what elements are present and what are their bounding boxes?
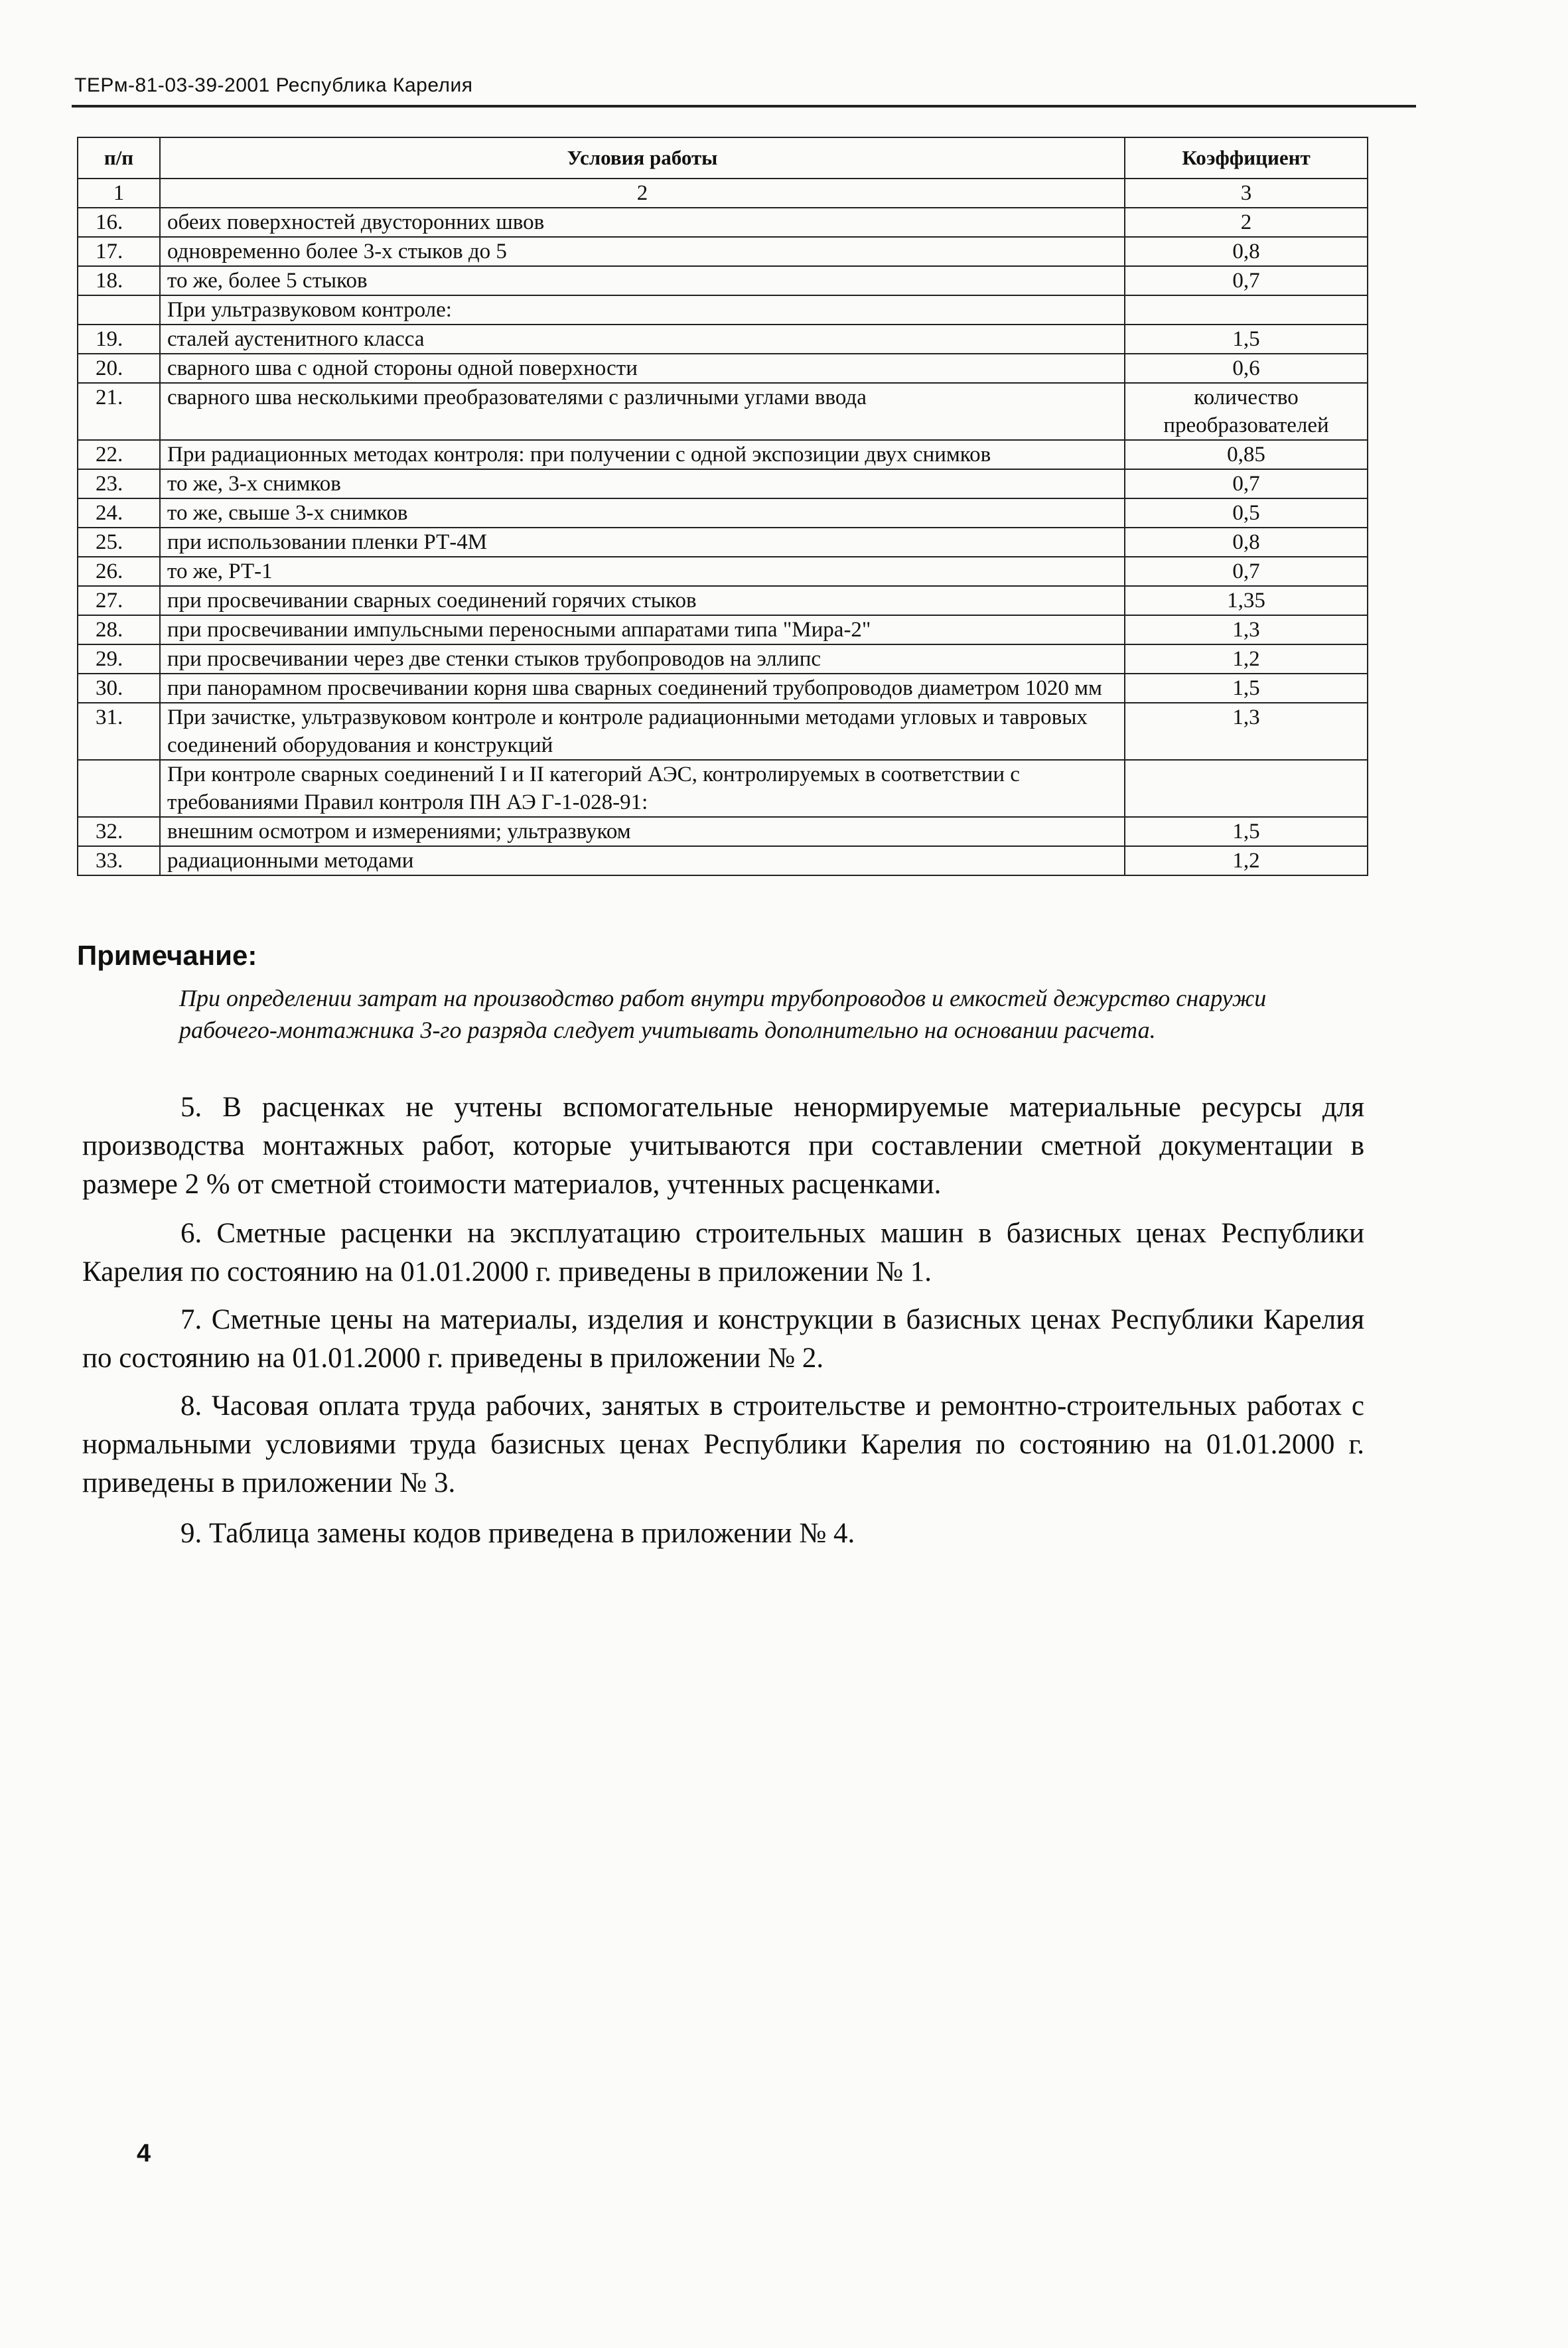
row-number-cell: 17.: [78, 237, 160, 266]
row-conditions-cell: сварного шва несколькими преобразователями с различными углами ввода: [160, 383, 1125, 440]
row-number-cell: 28.: [78, 615, 160, 644]
row-number-cell: 25.: [78, 528, 160, 557]
row-coefficient-cell: 1,2: [1125, 644, 1368, 674]
row-coefficient-cell: 1,5: [1125, 817, 1368, 846]
row-conditions-cell: одновременно более 3-х стыков до 5: [160, 237, 1125, 266]
row-conditions-cell: сварного шва с одной стороны одной поверхности: [160, 354, 1125, 383]
row-coefficient-cell: 0,5: [1125, 498, 1368, 528]
row-conditions-cell: радиационными методами: [160, 846, 1125, 875]
row-conditions-cell: При ультразвуковом контроле:: [160, 295, 1125, 325]
note-title: Примечание:: [77, 940, 257, 971]
note-text: При определении затрат на производство работ внутри трубопроводов и емкостей дежурство снаружи рабочего-монтажника 3-го разряда следует учитывать дополнительно на основании расчета.: [179, 985, 1267, 1043]
index-cell: 1: [78, 179, 160, 208]
row-number-cell: 27.: [78, 586, 160, 615]
row-coefficient-cell: 1,3: [1125, 703, 1368, 760]
row-coefficient-cell: количество преобразователей: [1125, 383, 1368, 440]
row-coefficient-cell: 0,7: [1125, 266, 1368, 295]
row-number-cell: 23.: [78, 469, 160, 498]
row-number-cell: [78, 760, 160, 817]
row-number-cell: 22.: [78, 440, 160, 469]
table-row: [78, 760, 1368, 817]
row-number-cell: 16.: [78, 208, 160, 237]
table-row: [78, 208, 1368, 237]
page-number: 4: [137, 2140, 151, 2167]
table-row: [78, 237, 1368, 266]
table-row: [78, 674, 1368, 703]
paragraph-5: 5. В расценках не учтены вспомогательные ненормируемые материальные ресурсы для производства монтажных работ, которые учитываются при составлении сметной документации в размере 2 % от сметной стоимости материалов, учтенных расценками.: [82, 1092, 1364, 1200]
row-coefficient-cell: 0,7: [1125, 557, 1368, 586]
row-conditions-cell: при панорамном просвечивании корня шва сварных соединений трубопроводов диаметром 1020 мм: [160, 674, 1125, 703]
header-coefficient: Коэффициент: [1125, 137, 1368, 179]
table-row: [78, 557, 1368, 586]
row-conditions-cell: при использовании пленки РТ-4М: [160, 528, 1125, 557]
table-row: [78, 528, 1368, 557]
paragraph-6: 6. Сметные расценки на эксплуатацию строительных машин в базисных ценах Республики Карелия по состоянию на 01.01.2000 г. приведены в приложении № 1.: [82, 1218, 1364, 1287]
row-conditions-cell: при просвечивании через две стенки стыков трубопроводов на эллипс: [160, 644, 1125, 674]
row-conditions-cell: то же, свыше 3-х снимков: [160, 498, 1125, 528]
table-row: [78, 266, 1368, 295]
row-number-cell: 30.: [78, 674, 160, 703]
row-number-cell: 31.: [78, 703, 160, 760]
paragraph-7: 7. Сметные цены на материалы, изделия и конструкции в базисных ценах Республики Карелия по состоянию на 01.01.2000 г. приведены в приложении № 2.: [82, 1304, 1364, 1374]
row-conditions-cell: при просвечивании импульсными переносными аппаратами типа "Мира-2": [160, 615, 1125, 644]
table-row: [78, 846, 1368, 875]
row-coefficient-cell: 0,85: [1125, 440, 1368, 469]
index-cell: 2: [160, 179, 1125, 208]
paragraph-8: 8. Часовая оплата труда рабочих, занятых в строительстве и ремонтно-строительных работах с нормальными условиями труда базисных ценах Республики Карелия по состоянию на 01.01.2000 г. приведены в приложении № 3.: [82, 1390, 1364, 1499]
row-number-cell: [78, 295, 160, 325]
row-conditions-cell: При зачистке, ультразвуковом контроле и контроле радиационными методами угловых и тавровых соединений оборудования и конструкций: [160, 703, 1125, 760]
row-coefficient-cell: 0,6: [1125, 354, 1368, 383]
header-number: п/п: [78, 137, 160, 179]
row-coefficient-cell: 1,35: [1125, 586, 1368, 615]
row-conditions-cell: внешним осмотром и измерениями; ультразвуком: [160, 817, 1125, 846]
row-number-cell: 26.: [78, 557, 160, 586]
row-coefficient-cell: 0,7: [1125, 469, 1368, 498]
row-coefficient-cell: 0,8: [1125, 237, 1368, 266]
header-conditions: Условия работы: [160, 137, 1125, 179]
row-conditions-cell: то же, 3-х снимков: [160, 469, 1125, 498]
header-rule: [72, 105, 1416, 108]
table-row: [78, 586, 1368, 615]
table-row: [78, 440, 1368, 469]
row-coefficient-cell: 0,8: [1125, 528, 1368, 557]
row-coefficient-cell: [1125, 760, 1368, 817]
table-index-row: [78, 179, 1368, 208]
row-number-cell: 20.: [78, 354, 160, 383]
table-row: [78, 817, 1368, 846]
document-header: ТЕРм-81-03-39-2001 Республика Карелия: [74, 74, 473, 96]
table-row: [78, 469, 1368, 498]
row-number-cell: 18.: [78, 266, 160, 295]
row-number-cell: 29.: [78, 644, 160, 674]
table-row: [78, 325, 1368, 354]
row-number-cell: 19.: [78, 325, 160, 354]
row-number-cell: 32.: [78, 817, 160, 846]
row-number-cell: 21.: [78, 383, 160, 440]
table-row: [78, 703, 1368, 760]
row-coefficient-cell: 1,5: [1125, 325, 1368, 354]
row-coefficient-cell: 1,2: [1125, 846, 1368, 875]
row-number-cell: 33.: [78, 846, 160, 875]
row-conditions-cell: то же, более 5 стыков: [160, 266, 1125, 295]
table-row: [78, 383, 1368, 440]
row-conditions-cell: то же, РТ-1: [160, 557, 1125, 586]
row-conditions-cell: обеих поверхностей двусторонних швов: [160, 208, 1125, 237]
row-coefficient-cell: 1,5: [1125, 674, 1368, 703]
table-row: [78, 295, 1368, 325]
row-conditions-cell: При радиационных методах контроля: при получении с одной экспозиции двух снимков: [160, 440, 1125, 469]
coefficients-table: [77, 137, 1368, 876]
table-header-row: [78, 137, 1368, 179]
table-row: [78, 498, 1368, 528]
row-coefficient-cell: [1125, 295, 1368, 325]
row-conditions-cell: при просвечивании сварных соединений горячих стыков: [160, 586, 1125, 615]
index-cell: 3: [1125, 179, 1368, 208]
row-coefficient-cell: 2: [1125, 208, 1368, 237]
table-row: [78, 644, 1368, 674]
table-row: [78, 615, 1368, 644]
row-conditions-cell: сталей аустенитного класса: [160, 325, 1125, 354]
row-conditions-cell: При контроле сварных соединений I и II категорий АЭС, контролируемых в соответствии с требованиями Правил контроля ПН АЭ Г-1-028-91:: [160, 760, 1125, 817]
row-coefficient-cell: 1,3: [1125, 615, 1368, 644]
table-row: [78, 354, 1368, 383]
row-number-cell: 24.: [78, 498, 160, 528]
paragraph-9: 9. Таблица замены кодов приведена в приложении № 4.: [180, 1518, 855, 1549]
